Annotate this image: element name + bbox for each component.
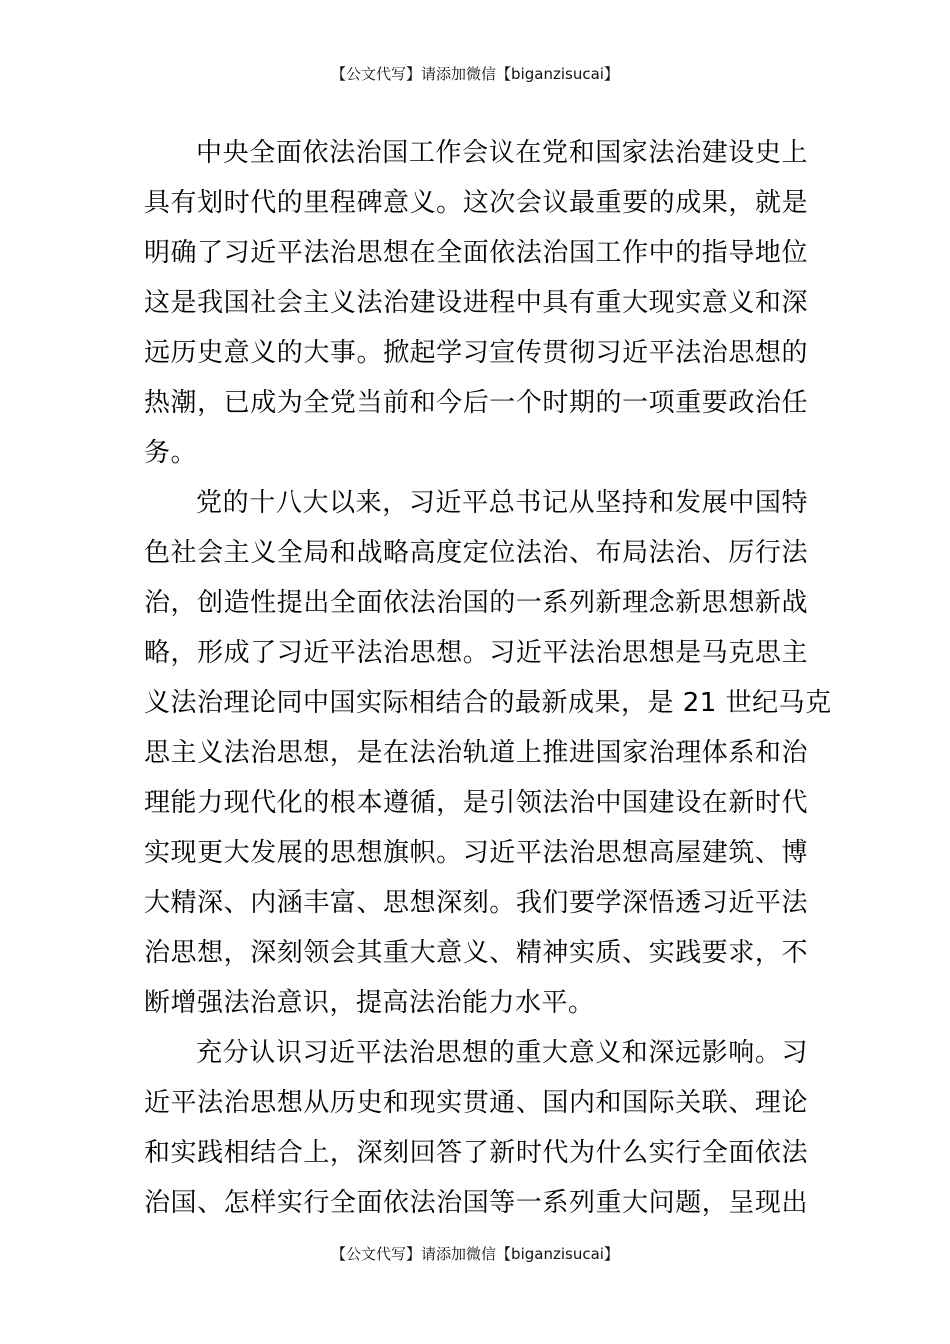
- text-line: 具有划时代的里程碑意义。这次会议最重要的成果，就是: [144, 188, 808, 218]
- text-line: 热潮，已成为全党当前和今后一个时期的一项重要政治任: [144, 388, 808, 418]
- paragraph-1: [144, 128, 808, 478]
- text-line: 充分认识习近平法治思想的重大意义和深远影响。习: [196, 1038, 808, 1068]
- document-body: [144, 128, 832, 1228]
- paragraph-3: [144, 1028, 808, 1228]
- text-line: 党的十八大以来，习近平总书记从坚持和发展中国特: [196, 488, 808, 518]
- text-line: 理能力现代化的根本遵循，是引领法治中国建设在新时代: [144, 788, 808, 818]
- text-line: 治思想，深刻领会其重大意义、精神实质、实践要求，不: [144, 938, 808, 968]
- page-header: 【公文代写】请添加微信【biganzisucai】: [331, 65, 619, 83]
- text-line: 义法治理论同中国实际相结合的最新成果，是 21 世纪马克: [144, 688, 832, 718]
- text-line: 略，形成了习近平法治思想。习近平法治思想是马克思主: [144, 638, 808, 668]
- text-line: 大精深、内涵丰富、思想深刻。我们要学深悟透习近平法: [144, 888, 808, 918]
- text-line: 断增强法治意识，提高法治能力水平。: [144, 988, 595, 1018]
- text-line: 治，创造性提出全面依法治国的一系列新理念新思想新战: [144, 588, 808, 618]
- text-line: 远历史意义的大事。掀起学习宣传贯彻习近平法治思想的: [144, 338, 808, 368]
- text-line: 色社会主义全局和战略高度定位法治、布局法治、厉行法: [144, 538, 808, 568]
- text-line: 务。: [144, 438, 198, 468]
- text-line: 和实践相结合上，深刻回答了新时代为什么实行全面依法: [144, 1138, 808, 1168]
- page-footer: 【公文代写】请添加微信【biganzisucai】: [331, 1245, 619, 1263]
- text-line: 明确了习近平法治思想在全面依法治国工作中的指导地位: [144, 238, 808, 268]
- text-line: 治国、怎样实行全面依法治国等一系列重大问题，呈现出: [144, 1188, 808, 1218]
- text-line: 这是我国社会主义法治建设进程中具有重大现实意义和深: [144, 288, 808, 318]
- text-line: 实现更大发展的思想旗帜。习近平法治思想高屋建筑、博: [144, 838, 808, 868]
- text-line: 近平法治思想从历史和现实贯通、国内和国际关联、理论: [144, 1088, 808, 1118]
- text-line: 思主义法治思想，是在法治轨道上推进国家治理体系和治: [144, 738, 808, 768]
- paragraph-2: [144, 478, 832, 1028]
- text-line: 中央全面依法治国工作会议在党和国家法治建设史上: [196, 138, 808, 168]
